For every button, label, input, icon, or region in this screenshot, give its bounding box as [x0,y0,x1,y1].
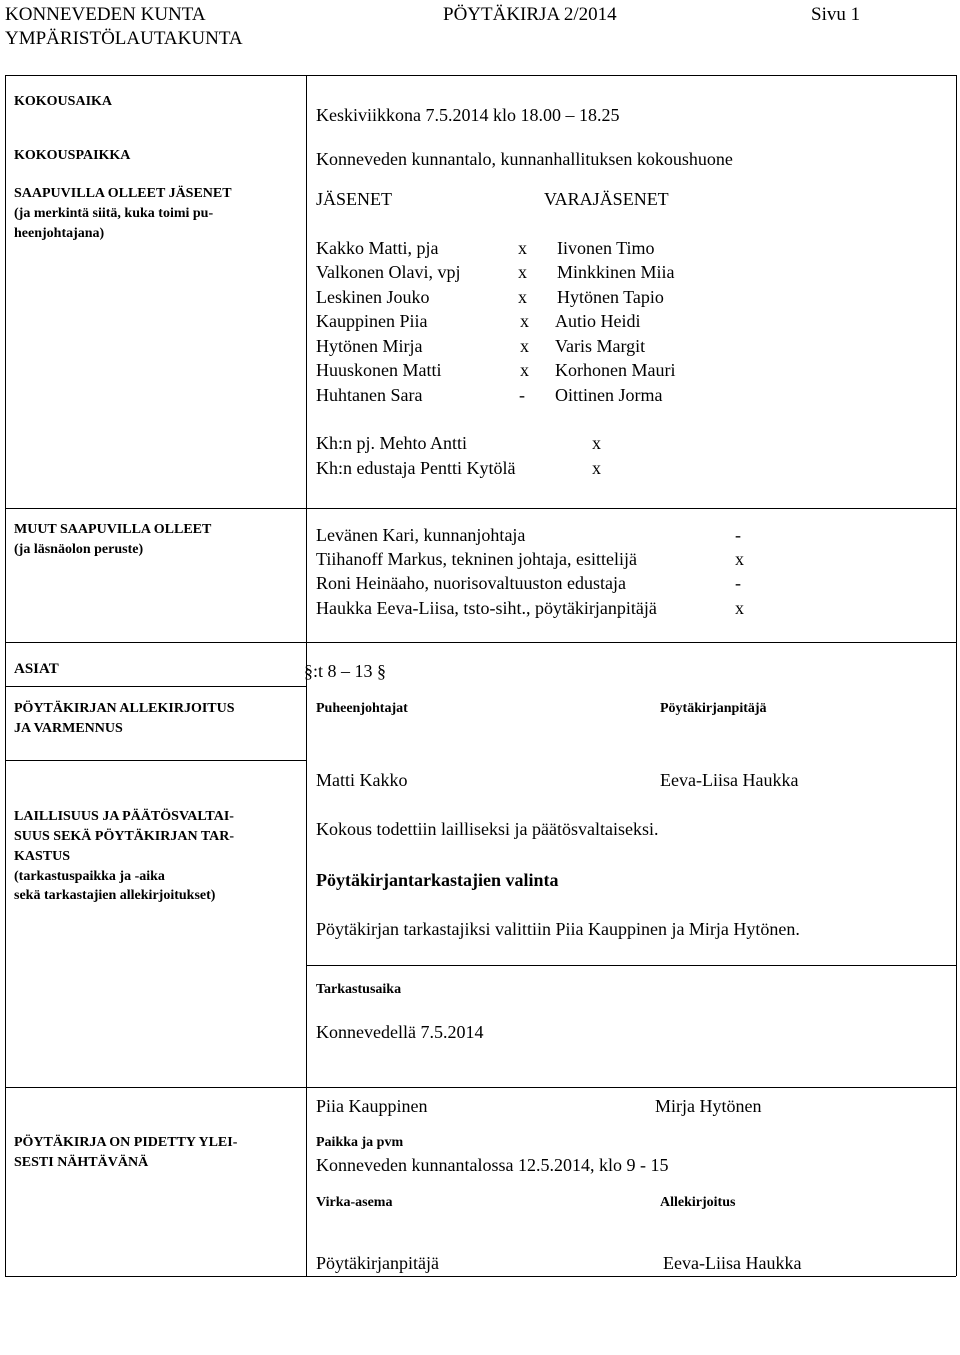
legality-label-sub: (tarkastuspaikka ja -aika [14,869,165,884]
meeting-place-value: Konneveden kunnantalo, kunnanhallituksen kokoushuone [316,149,733,169]
attendance-mark: x [518,262,527,282]
attendance-mark: x [520,311,529,331]
meeting-place-label: KOKOUSPAIKKA [14,148,131,163]
legality-statement: Kokous todettiin lailliseksi ja päätösvaltaiseksi. [316,819,659,839]
signing-label-sub: JA VARMENNUS [14,721,123,736]
signing-label: PÖYTÄKIRJAN ALLEKIRJOITUS [14,701,235,716]
document-title: PÖYTÄKIRJA 2/2014 [443,4,617,25]
members-column-header: JÄSENET [316,189,392,209]
other-attendee-name: Roni Heinäaho, nuorisovaltuuston edustaja [316,573,626,593]
row-divider [5,1087,956,1088]
items-label: ASIAT [14,661,59,677]
legality-label: LAILLISUUS JA PÄÄTÖSVALTAI- [14,809,234,824]
signature-label: Allekirjoitus [660,1195,736,1210]
attendance-mark: - [519,385,525,405]
chair-name: Matti Kakko [316,770,408,790]
inspector-name: Piia Kauppinen [316,1096,428,1116]
attendance-mark: x [592,458,601,478]
extra-attendee-name: Kh:n pj. Mehto Antti [316,433,468,453]
attendance-mark: - [735,573,741,593]
position-label: Virka-asema [316,1195,393,1210]
legality-label-sub: sekä tarkastajien allekirjoitukset) [14,888,216,903]
member-name: Hytönen Mirja [316,336,423,356]
member-name: Huhtanen Sara [316,385,423,405]
secretary-name: Eeva-Liisa Haukka [660,770,799,790]
member-name: Leskinen Jouko [316,287,430,307]
inspectors-heading: Pöytäkirjantarkastajien valinta [316,870,559,890]
table-right-border [956,75,957,1276]
chair-label: Puheenjohtajat [316,701,408,716]
deputy-name: Korhonen Mauri [555,360,676,380]
attendance-mark: x [520,336,529,356]
meeting-time-value: Keskiviikkona 7.5.2014 klo 18.00 – 18.25 [316,105,620,125]
members-label-sub: (ja merkintä siitä, kuka toimi pu- [14,206,214,221]
position-value: Pöytäkirjanpitäjä [316,1253,439,1273]
others-label-sub: (ja läsnäolon peruste) [14,542,144,557]
attendance-mark: x [520,360,529,380]
row-divider [5,760,306,761]
attendance-mark: x [735,598,744,618]
member-name: Kakko Matti, pja [316,238,439,258]
deputy-name: Iivonen Timo [557,238,655,258]
member-name: Huuskonen Matti [316,360,442,380]
place-date-value: Konneveden kunnantalossa 12.5.2014, klo 9 - 15 [316,1155,669,1175]
attendance-mark: x [518,287,527,307]
row-divider [5,686,306,687]
attendance-mark: x [518,238,527,258]
meeting-time-label: KOKOUSAIKA [14,94,113,109]
items-value: §:t 8 – 13 § [304,661,387,681]
inspection-time-label: Tarkastusaika [316,982,402,997]
public-label-sub: SESTI NÄHTÄVÄNÄ [14,1155,149,1170]
deputies-column-header: VARAJÄSENET [544,189,669,209]
member-name: Valkonen Olavi, vpj [316,262,461,282]
other-attendee-name: Tiihanoff Markus, tekninen johtaja, esittelijä [316,549,637,569]
members-label-sub: heenjohtajana) [14,226,105,241]
row-divider [5,508,956,509]
attendance-mark: - [735,525,741,545]
deputy-name: Autio Heidi [555,311,641,331]
table-top-border [5,75,956,76]
deputy-name: Hytönen Tapio [557,287,664,307]
secretary-label: Pöytäkirjanpitäjä [660,701,767,716]
place-date-label: Paikka ja pvm [316,1135,404,1150]
legality-label-sub: SUUS SEKÄ PÖYTÄKIRJAN TAR- [14,829,235,844]
member-name: Kauppinen Piia [316,311,428,331]
attendance-mark: x [735,549,744,569]
inspectors-text: Pöytäkirjan tarkastajiksi valittiin Piia Kauppinen ja Mirja Hytönen. [316,919,800,939]
members-label: SAAPUVILLA OLLEET JÄSENET [14,186,232,201]
table-left-border [5,75,6,1276]
legality-label-sub: KASTUS [14,849,71,864]
other-attendee-name: Haukka Eeva-Liisa, tsto-siht., pöytäkirjanpitäjä [316,598,657,618]
deputy-name: Oittinen Jorma [555,385,663,405]
deputy-name: Minkkinen Miia [557,262,675,282]
inspection-place-date: Konnevedellä 7.5.2014 [316,1022,484,1042]
table-bottom-border [5,1276,956,1277]
board-name: YMPÄRISTÖLAUTAKUNTA [5,28,243,49]
inspector-name: Mirja Hytönen [655,1096,762,1116]
page-number: Sivu 1 [811,4,861,25]
extra-attendee-name: Kh:n edustaja Pentti Kytölä [316,458,516,478]
deputy-name: Varis Margit [555,336,646,356]
signature-value: Eeva-Liisa Haukka [663,1253,802,1273]
other-attendee-name: Levänen Kari, kunnanjohtaja [316,525,526,545]
municipality-name: KONNEVEDEN KUNTA [5,4,206,25]
attendance-mark: x [592,433,601,453]
public-label: PÖYTÄKIRJA ON PIDETTY YLEI- [14,1135,238,1150]
row-divider [5,642,956,643]
row-divider [306,965,956,966]
others-label: MUUT SAAPUVILLA OLLEET [14,522,212,537]
